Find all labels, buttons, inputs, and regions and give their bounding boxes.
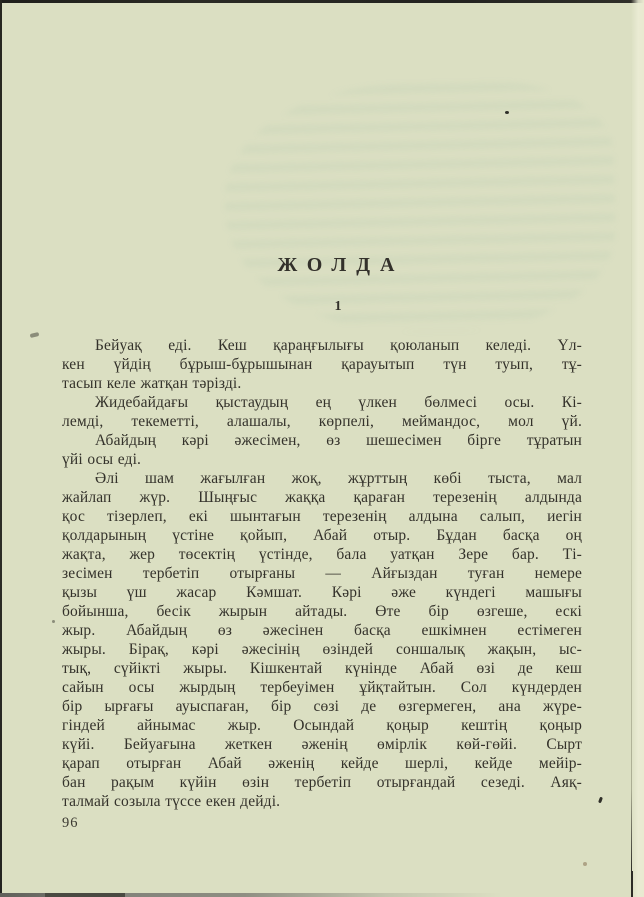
text-line: күйі. Бейуағына жеткен әженің өмірлік көй-гөйі. Сырт [62, 736, 582, 753]
ink-speck [505, 111, 509, 114]
text-line: қарап отырған Абай әженің кейде шерлі, кейде мейір- [62, 755, 582, 772]
text-line: бойынша, бесік жырын айтады. Өте бір өзгеше, ескі [62, 603, 582, 620]
text-line: тық, сүйікті жыры. Кішкентай күнінде Абай өзі де кеш [62, 660, 582, 677]
chapter-title: ЖОЛДА [277, 254, 405, 276]
text-line: жақта, жер төсектің үстінде, бала уатқан Зере бар. Ті- [62, 546, 582, 563]
text-line: сайын осы жырдың тербеуімен ұйқтайтын. Сол күндерден [62, 679, 582, 696]
text-line: талмай созыла түссе екен дейді. [62, 793, 281, 810]
text-line: жайлап жүр. Шыңғыс жаққа қараған терезенің алдында [62, 489, 582, 506]
text-line: бан рақым күйін өзін тербетіп отырғандай сезеді. Аяқ- [62, 774, 582, 791]
scan-edge-top [0, 0, 644, 3]
page-right-edge [631, 0, 644, 897]
text-line: лемді, текеметті, алашалы, көрпелі, меймандос, мол үй. [62, 413, 582, 430]
paragraph [62, 393, 582, 431]
ink-speck [583, 862, 587, 866]
text-line: жыры. Бірақ, кәрі әжесінің өзіндей соншалық жақын, ыс- [62, 641, 582, 658]
ink-speck [30, 332, 40, 338]
section-numeral: 1 [334, 299, 342, 314]
text-line: зесімен тербетіп отырғаны — Айғыздан туған немере [62, 565, 582, 582]
text-line: гіндей айнымас жыр. Осындай қоңыр кештің қоңыр [62, 717, 582, 734]
text-line: қолдарының үстіне қойып, Абай отыр. Бұдан басқа оң [62, 527, 582, 544]
text-line: қос тізерлеп, екі шынтағын терезенің алдына салып, иегін [62, 508, 582, 525]
paragraph [62, 469, 582, 811]
text-line: жыр. Абайдың өз әжесінен басқа ешкімнен естімеген [62, 622, 582, 639]
text-line: Абайдың кәрі әжесімен, өз шешесімен бірге тұратын [95, 432, 582, 449]
text-line: кен үйдің бұрыш-бұрышынан қарауытып түн туып, тұ- [62, 356, 582, 373]
text-line: Бейуақ еді. Кеш қараңғылығы қоюланып келеді. Үл- [95, 337, 582, 354]
page-number: 96 [62, 815, 79, 831]
ink-speck [598, 797, 603, 804]
reverse-side-showthrough [222, 80, 617, 336]
scan-edge-left [0, 0, 2, 897]
text-line: қызы үш жасар Кәмшат. Кәрі әже күндегі машығы [62, 584, 582, 601]
page-crease [631, 0, 632, 897]
scan-edge-corner [631, 871, 633, 897]
body-text [62, 336, 582, 811]
text-line: тасып келе жатқан тәрізді. [62, 375, 242, 392]
paragraph [62, 336, 582, 393]
text-line: үйі осы еді. [62, 451, 142, 468]
ink-speck [52, 620, 55, 623]
text-line: Жидебайдағы қыстаудың ең үлкен бөлмесі осы. Кі- [95, 394, 582, 411]
text-line: бір ырғағы ауыспаған, бір сөзі де өзгермеген, ана жүре- [62, 698, 582, 715]
text-line: Әлі шам жағылған жоқ, жұрттың көбі тыста, мал [95, 470, 582, 487]
scan-edge-bottom-notch [45, 893, 125, 897]
paragraph [62, 431, 582, 469]
